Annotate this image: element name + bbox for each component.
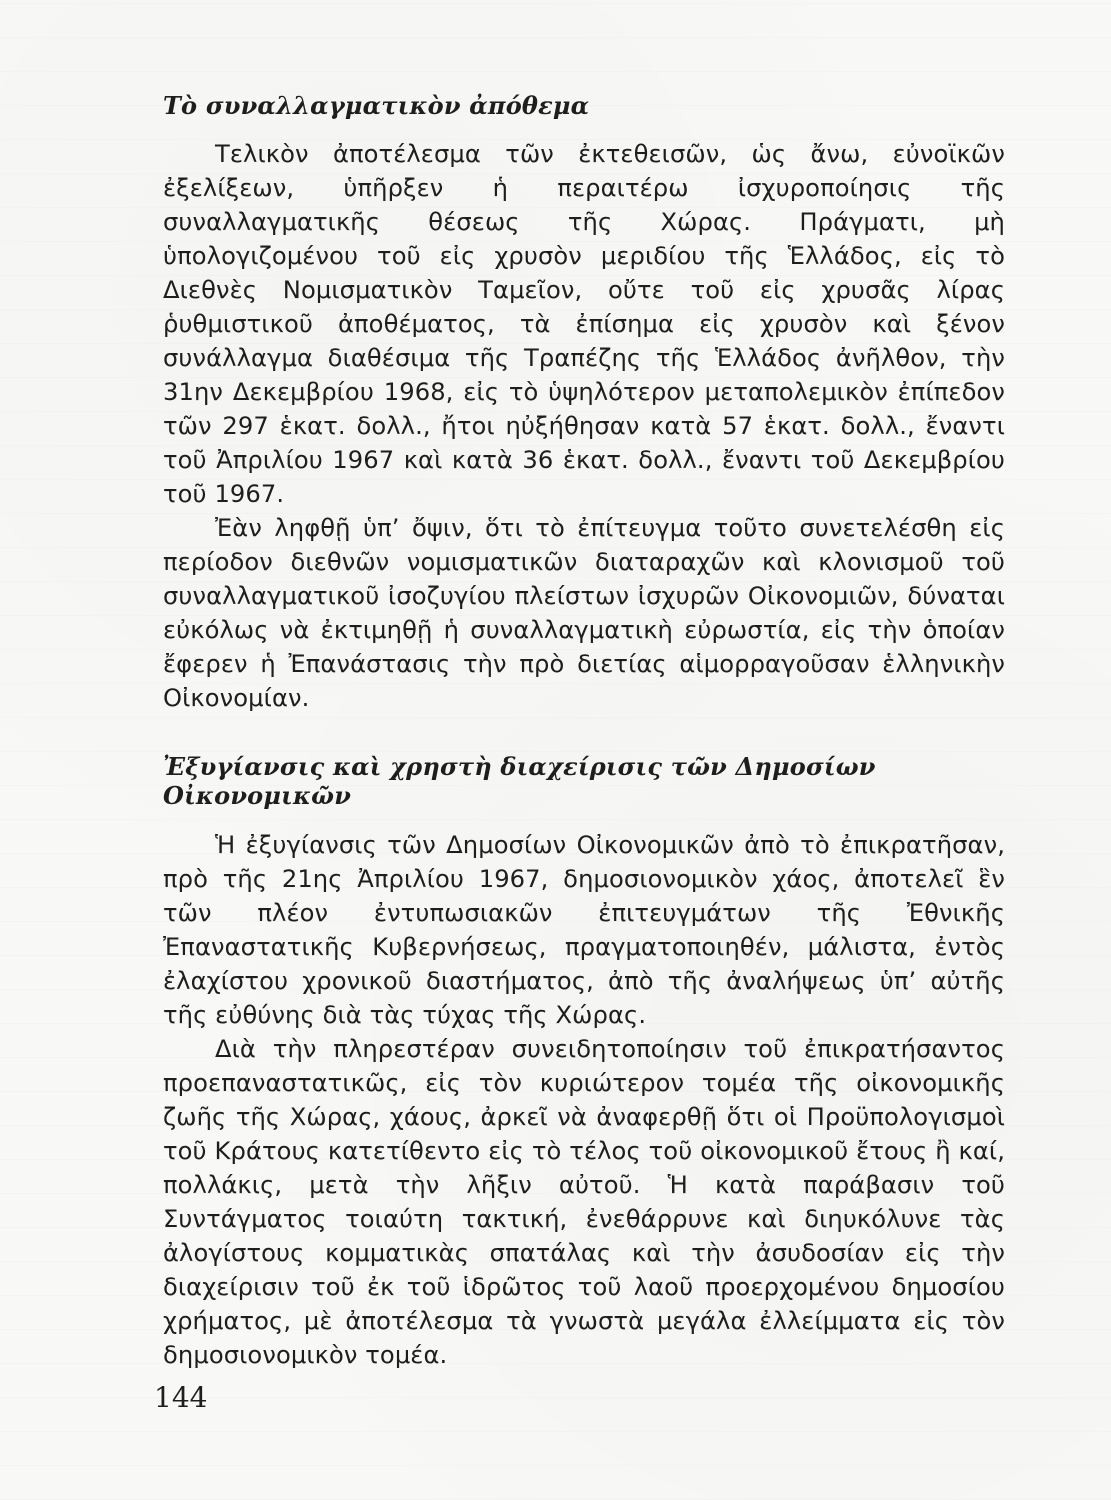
exchange-reserve-heading: Τὸ συναλλαγματικὸν ἀπόθεμα bbox=[163, 91, 590, 120]
public-finance-section bbox=[163, 753, 1006, 1373]
exchange-reserve-section bbox=[163, 92, 1006, 715]
exchange-paragraph-1: Τελικὸν ἀποτέλεσμα τῶν ἐκτεθεισῶν, ὡς ἄνω, εὐνοϊκῶν ἐξελίξεων, ὑπῆρξεν ἡ περαιτέρω ἰσχυροποίησις τῆς συναλλαγματικῆς θέσεως τῆς Χώρας. Πράγματι, μὴ ὑπολογιζομένου τοῦ εἰς χρυσὸν μεριδίου τῆς Ἑλλάδος, εἰς τὸ Διεθνὲς Νομισματικὸν Ταμεῖον, οὔτε τοῦ εἰς χρυσᾶς λίρας ῥυθμιστικοῦ ἀποθέματος, τὰ ἐπίσημα εἰς χρυσὸν καὶ ξένον συνάλλαγμα διαθέσιμα τῆς Τραπέζης τῆς Ἑλλάδος ἀνῆλθον, τὴν 31ην Δεκεμβρίου 1968, εἰς τὸ ὑψηλότερον μεταπολεμικὸν ἐπίπεδον τῶν 297 ἑκατ. δολλ., ἤτοι ηὐξήθησαν κατὰ 57 ἑκατ. δολλ., ἔναντι τοῦ Ἀπριλίου 1967 καὶ κατὰ 36 ἑκατ. δολλ., ἔναντι τοῦ Δεκεμβρίου τοῦ 1967. bbox=[163, 139, 1005, 508]
exchange-paragraph-2: Ἐὰν ληφθῇ ὑπ’ ὄψιν, ὅτι τὸ ἐπίτευγμα τοῦτο συνετελέσθη εἰς περίοδον διεθνῶν νομισματικῶν διαταραχῶν καὶ κλονισμοῦ τοῦ συναλλαγματικοῦ ἰσοζυγίου πλείστων ἰσχυρῶν Οἰκονομιῶν, δύναται εὐκόλως νὰ ἐκτιμηθῇ ἡ συναλλαγματικὴ εὐρωστία, εἰς τὴν ὁποίαν ἔφερεν ἡ Ἐπανάστασις τὴν πρὸ διετίας αἱμορραγοῦσαν ἑλληνικὴν Οἰκονομίαν. bbox=[163, 513, 1005, 712]
public-finance-heading: Ἐξυγίανσις καὶ χρηστὴ διαχείρισις τῶν Δημοσίων Οἰκονομικῶν bbox=[163, 751, 876, 810]
finance-paragraph-1: Ἡ ἐξυγίανσις τῶν Δημοσίων Οἰκονομικῶν ἀπὸ τὸ ἐπικρατῆσαν, πρὸ τῆς 21ης Ἀπριλίου 1967, δημοσιονομικὸν χάος, ἀποτελεῖ ἓν τῶν πλέον ἐντυπωσιακῶν ἐπιτευγμάτων τῆς Ἐθνικῆς Ἐπαναστατικῆς Κυβερνήσεως, πραγματοποιηθέν, μάλιστα, ἐντὸς ἐλαχίστου χρονικοῦ διαστήματος, ἀπὸ τῆς ἀναλήψεως ὑπ’ αὐτῆς τῆς εὐθύνης διὰ τὰς τύχας τῆς Χώρας. bbox=[163, 831, 1005, 1030]
page-number: 144 bbox=[154, 1381, 208, 1414]
finance-paragraph-2: Διὰ τὴν πληρεστέραν συνειδητοποίησιν τοῦ ἐπικρατήσαντος προεπαναστατικῶς, εἰς τὸν κυριώτερον τομέα τῆς οἰκονομικῆς ζωῆς τῆς Χώρας, χάους, ἀρκεῖ νὰ ἀναφερθῇ ὅτι οἱ Προϋπολογισμοὶ τοῦ Κράτους κατετίθεντο εἰς τὸ τέλος τοῦ οἰκονομικοῦ ἔτους ἢ καί, πολλάκις, μετὰ τὴν λῆξιν αὐτοῦ. Ἡ κατὰ παράβασιν τοῦ Συντάγματος τοιαύτη τακτική, ἐνεθάρρυνε καὶ διηυκόλυνε τὰς ἀλογίστους κομματικὰς σπατάλας καὶ τὴν ἀσυδοσίαν εἰς τὴν διαχείρισιν τοῦ ἐκ τοῦ ἱδρῶτος τοῦ λαοῦ προερχομένου δημοσίου χρήματος, μὲ ἀποτέλεσμα τὰ γνωστὰ μεγάλα ἐλλείμματα εἰς τὸν δημοσιονομικὸν τομέα. bbox=[163, 1035, 1005, 1370]
